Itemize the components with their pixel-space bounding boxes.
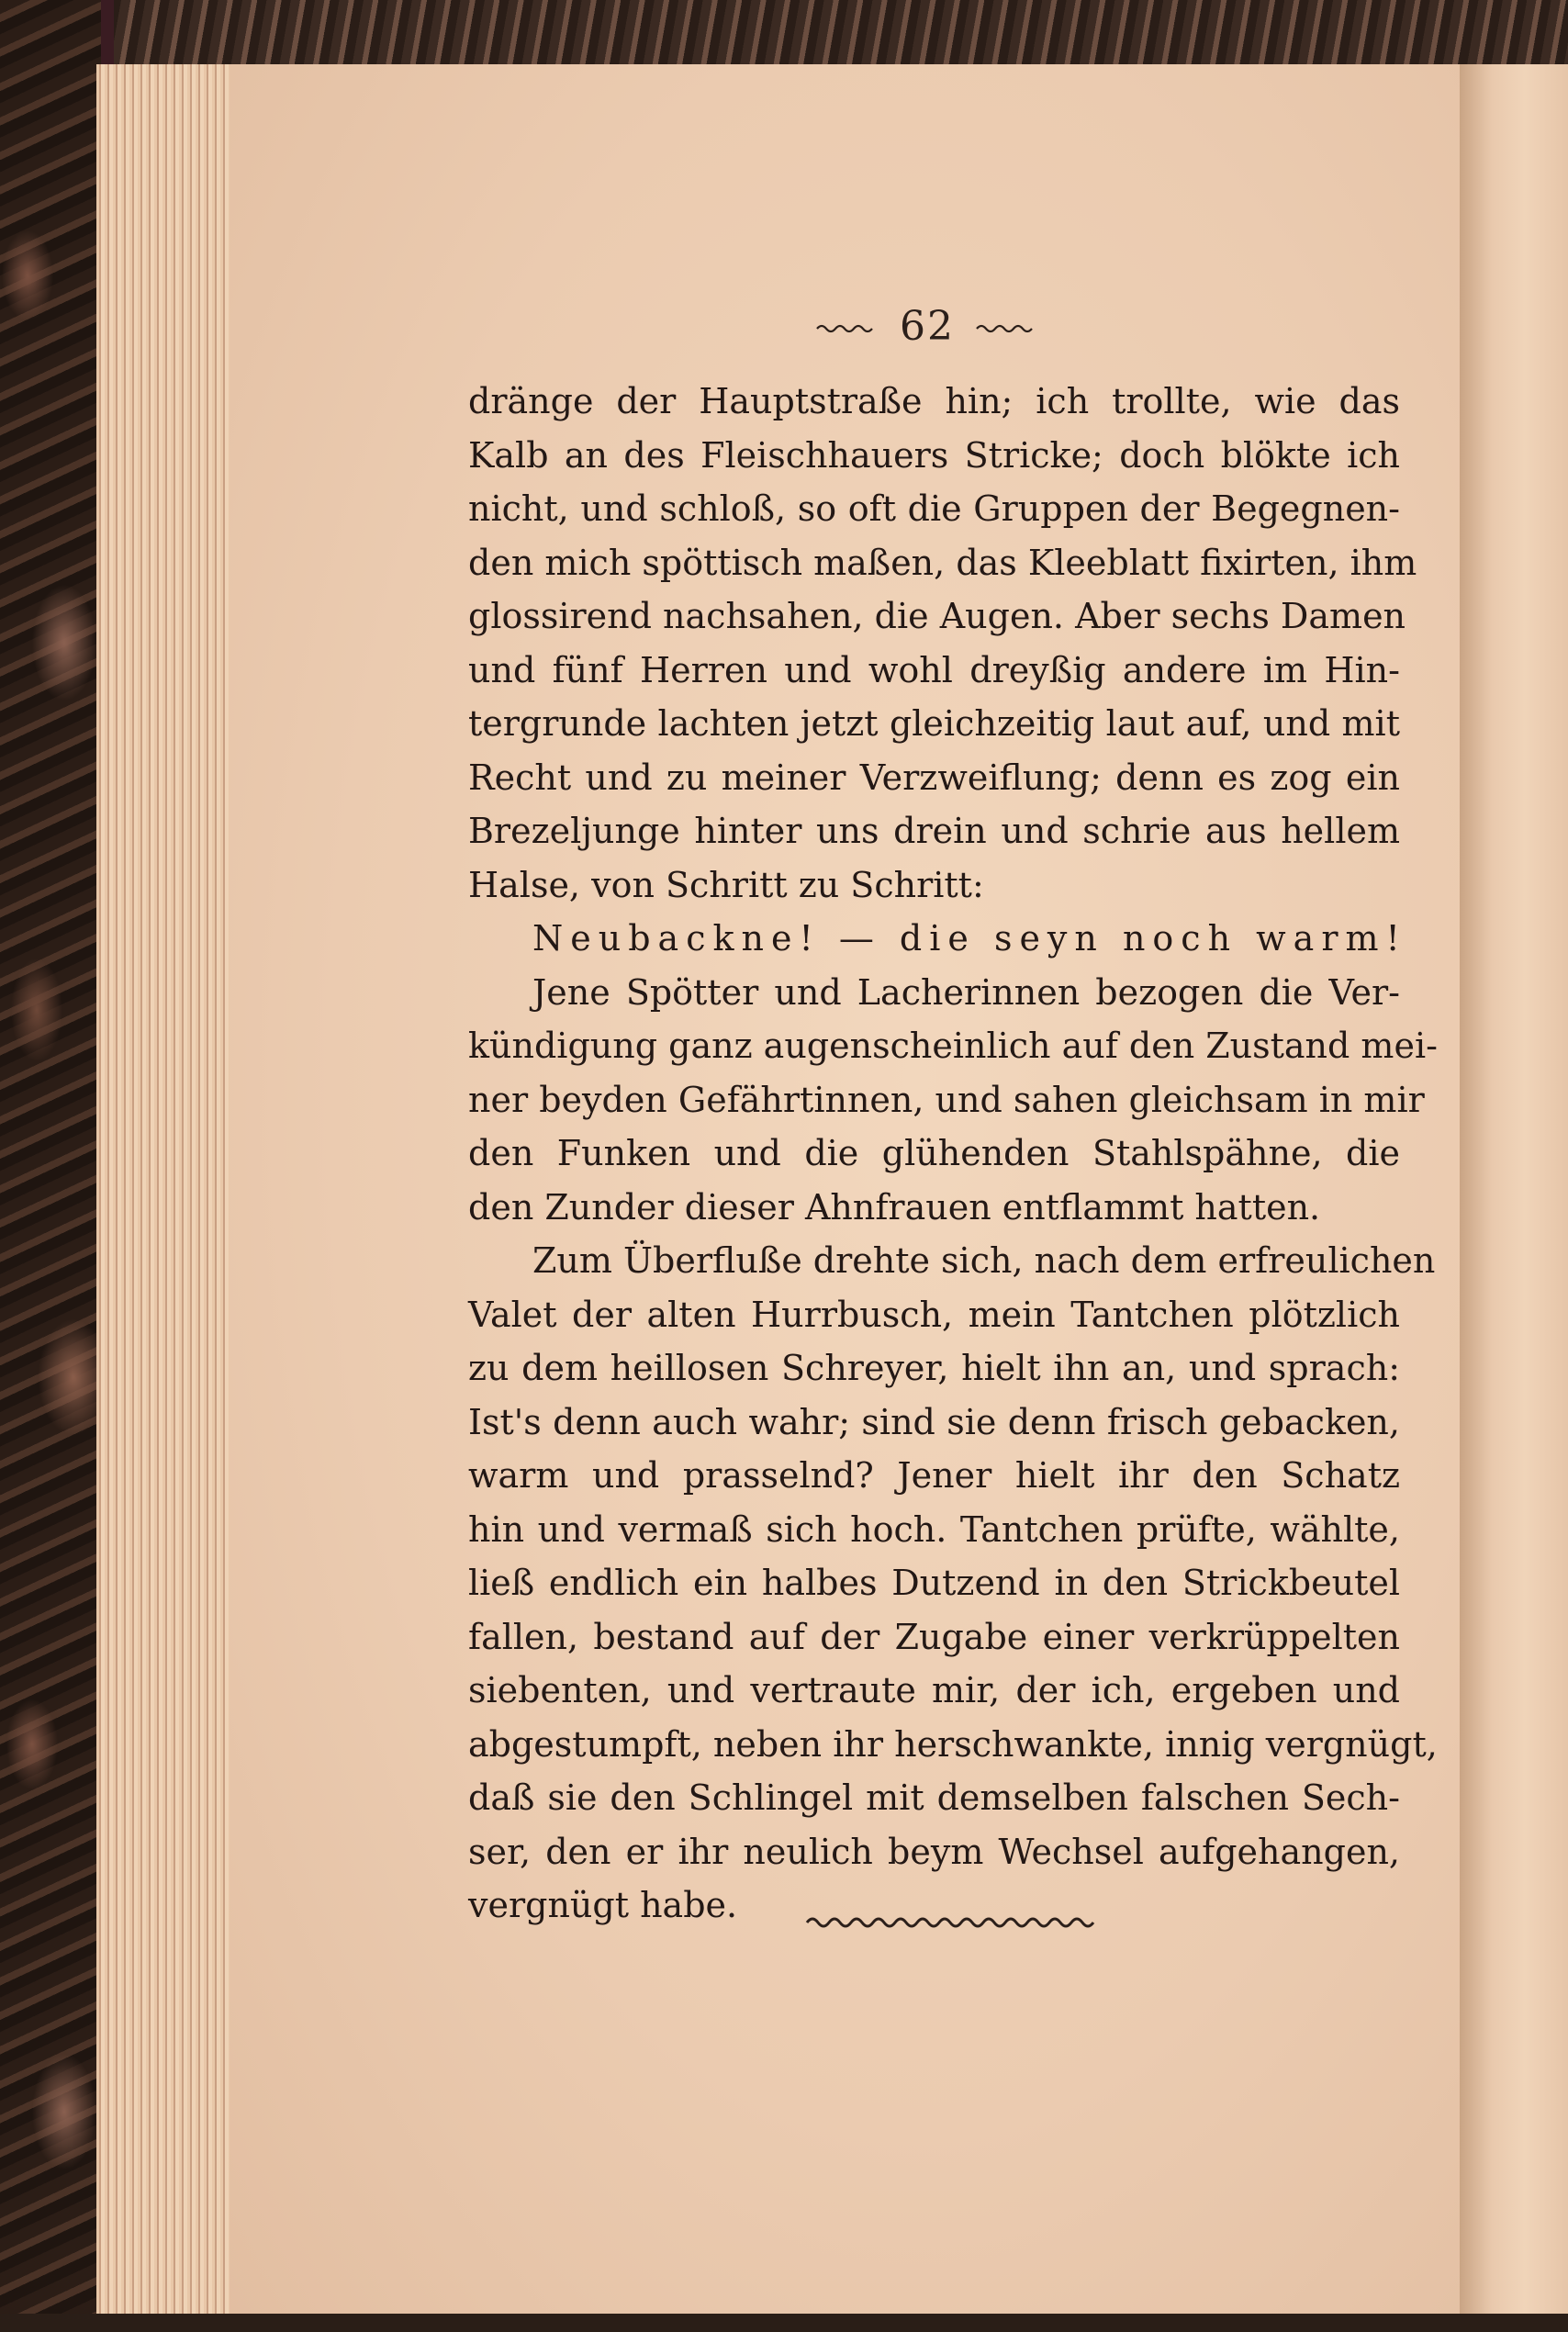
page-number: 62 [900,303,955,350]
text-line: Kalb an des Fleischhauers Stricke; doch blökte ich [468,434,1400,476]
left-ornament-icon [815,320,879,333]
book-bottom-edge [0,2314,1568,2332]
text-line: ließ endlich ein halbes Dutzend in den Strickbeutel [468,1563,1400,1603]
spaced-exclamation: Neubackne! — die seyn noch warm! [532,918,1407,959]
text-line: Recht und zu meiner Verzweiflung; denn es zog ein [468,757,1400,798]
text-line: Brezeljunge hinter uns drein und schrie aus hellem [468,811,1400,851]
paragraph-start: Zum Überfluße drehte sich, nach dem erfreulichen [532,1240,1436,1281]
marbled-cover-board [0,0,110,2332]
body-text [468,375,1438,1933]
facing-page-edge [1460,64,1568,2332]
text-line: den Funken und die glühenden Stahlspähne, die [468,1133,1400,1173]
text-line: siebenten, und vertraute mir, der ich, ergeben und [468,1670,1400,1710]
text-line: Valet der alten Hurrbusch, mein Tantchen plötzlich [468,1294,1400,1335]
right-ornament-icon [975,320,1039,333]
text-line: ser, den er ihr neulich beym Wechsel aufgehangen, [468,1831,1400,1872]
text-line: Halse, von Schritt zu Schritt: [468,864,984,905]
text-line: den mich spöttisch maßen, das Kleeblatt fixirten, ihm [468,542,1417,583]
text-line: fallen, bestand auf der Zugabe einer verkrüppelten [468,1616,1400,1657]
page-header [780,303,1074,350]
text-line: den Zunder dieser Ahnfrauen entflammt hatten. [468,1186,1321,1228]
text-line: vergnügt habe. [468,1885,738,1925]
text-line: daß sie den Schlingel mit demselben falschen Sech- [468,1777,1400,1818]
text-line: tergrunde lachten jetzt gleichzeitig laut auf, und mit [468,703,1400,744]
paragraph-start: Jene Spötter und Lacherinnen bezogen die Ver- [532,971,1400,1013]
text-line: dränge der Hauptstraße hin; ich trollte, wie das [468,381,1400,421]
text-line: warm und prasselnd? Jener hielt ihr den Schatz [468,1455,1400,1496]
text-line: hin und vermaß sich hoch. Tantchen prüfte, wählte, [468,1508,1400,1550]
text-line: ner beyden Gefährtinnen, und sahen gleichsam in mir [468,1079,1425,1120]
end-ornament-icon [803,1910,1097,1932]
text-line: nicht, und schloß, so oft die Gruppen der Begegnen- [468,488,1400,529]
text-line: und fünf Herren und wohl dreyßig andere im Hin- [468,649,1400,690]
text-line: glossirend nachsahen, die Augen. Aber sechs Damen [468,596,1406,636]
text-line: Ist's denn auch wahr; sind sie denn frisch gebacken, [468,1401,1400,1442]
text-line: kündigung ganz augenscheinlich auf den Zustand mei- [468,1026,1438,1066]
text-line: zu dem heillosen Schreyer, hielt ihn an, und sprach: [468,1348,1400,1388]
book-top-edge [0,0,1568,73]
text-line: abgestumpft, neben ihr herschwankte, innig vergnügt, [468,1723,1438,1765]
